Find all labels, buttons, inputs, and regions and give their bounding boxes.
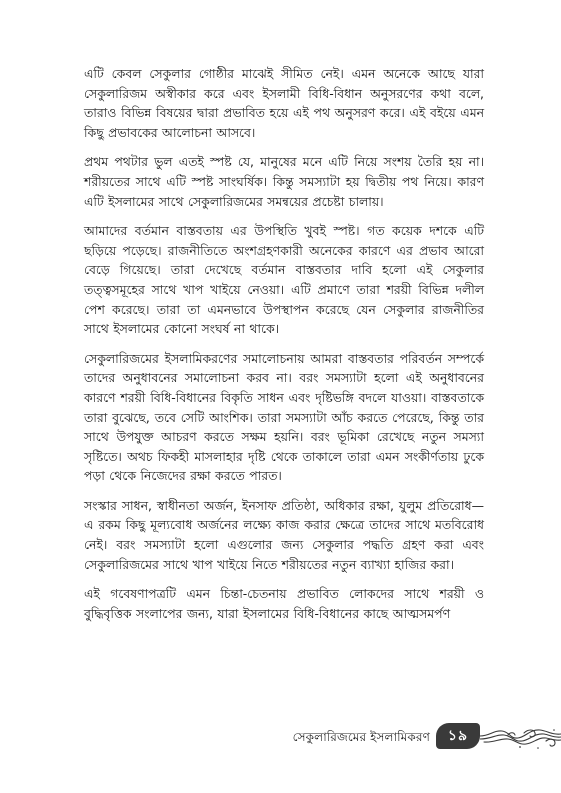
paragraph-6: এই গবেষণাপত্রটি এমন চিন্তা-চেতনায় প্রভাবিত লোকদের সাথে শরয়ী ও বুদ্ধিবৃত্তিক সংলাপের জন্য, যারা ইসলামের বিধি-বিধানের কাছে আত্মসমর্পণ xyxy=(84,586,484,621)
paragraph-1: এটি কেবল সেকুলার গোষ্ঠীর মাঝেই সীমিত নেই। এমন অনেকে আছে যারা সেকুলারিজম অস্বীকার করে এবং ইসলামী বিধি-বিধান অনুসরণের কথা বলে, তারাও বিভিন্ন বিষয়ের দ্বারা প্রভাবিত হয়ে এই পথ অনুসরণ করে। এই বইয়ে এমন কিছু প্রভাবকের আলোচনা আসবে। xyxy=(84,66,484,140)
running-title: সেকুলারিজমের ইসলামিকরণ xyxy=(292,730,430,744)
paragraph-4: সেকুলারিজমের ইসলামিকরণের সমালোচনায় আমরা বাস্তবতার পরিবর্তন সম্পর্কে তাদের অনুধাবনের সমালোচনা করব না। বরং সমস্যাটা হলো এই অনুধাবনের কারণে শরয়ী বিধি-বিধানের বিকৃতি সাধন এবং দৃষ্টিভঙ্গি বদলে যাওয়া। বাস্তবতাকে তারা বুঝেছে, তবে সেটি আংশিক। তারা সমস্যাটা আঁচ করতে পেরেছে, কিন্তু তার সাথে উপযুক্ত আচরণ করতে সক্ষম হয়নি। বরং ভূমিকা রেখেছে নতুন সমস্যা সৃষ্টিতে। অথচ ফিকহী মাসলাহার দৃষ্টি থেকে তাকালে তারা এমন সংকীর্ণতায় ঢুকে পড়া থেকে নিজেদের রক্ষা করতে পারত। xyxy=(84,350,484,484)
paragraph-2: প্রথম পথটার ভুল এতই স্পষ্ট যে, মানুষের মনে এটি নিয়ে সংশয় তৈরি হয় না। শরীয়তের সাথে এটি স্পষ্ট সাংঘর্ষিক। কিন্তু সমস্যাটা হয় দ্বিতীয় পথ নিয়ে। কারণ এটি ইসলামের সাথে সেকুলারিজমের সমন্বয়ের প্রচেষ্টা চালায়। xyxy=(84,154,484,209)
paragraph-5: সংস্কার সাধন, স্বাধীনতা অর্জন, ইনসাফ প্রতিষ্ঠা, অধিকার রক্ষা, যুলুম প্রতিরোধ—এ রকম কিছু মূল্যবোধ অর্জনের লক্ষ্যে কাজ করার ক্ষেত্রে তাদের সাথে মতবিরোধ নেই। বরং সমস্যাটা হলো এগুলোর জন্য সেকুলার পদ্ধতি গ্রহণ করা এবং সেকুলারিজমের সাথে খাপ খাইয়ে নিতে শরীয়তের নতুন ব্যাখ্যা হাজির করা। xyxy=(84,497,484,572)
page-number: ১৯ xyxy=(447,728,469,744)
page-footer xyxy=(0,721,561,761)
wave-swirl-ornament-icon xyxy=(480,721,561,755)
body-text xyxy=(84,64,484,633)
page-number-badge xyxy=(436,723,480,749)
paragraph-3: আমাদের বর্তমান বাস্তবতায় এর উপস্থিতি খুবই স্পষ্ট। গত কয়েক দশকে এটি ছড়িয়ে পড়েছে। রাজনীতিতে অংশগ্রহণকারী অনেকের কারণে এর প্রভাব আরো বেড়ে গিয়েছে। তারা দেখেছে বর্তমান বাস্তবতার দাবি হলো এই সেকুলার তত্ত্বসমূহের সাথে খাপ খাইয়ে নেওয়া। এটি প্রমাণে তারা শরয়ী বিভিন্ন দলীল পেশ করেছে। তারা তা এমনভাবে উপস্থাপন করেছে যেন সেকুলার রাজনীতির সাথে ইসলামের কোনো সংঘর্ষ না থাকে। xyxy=(84,223,484,337)
